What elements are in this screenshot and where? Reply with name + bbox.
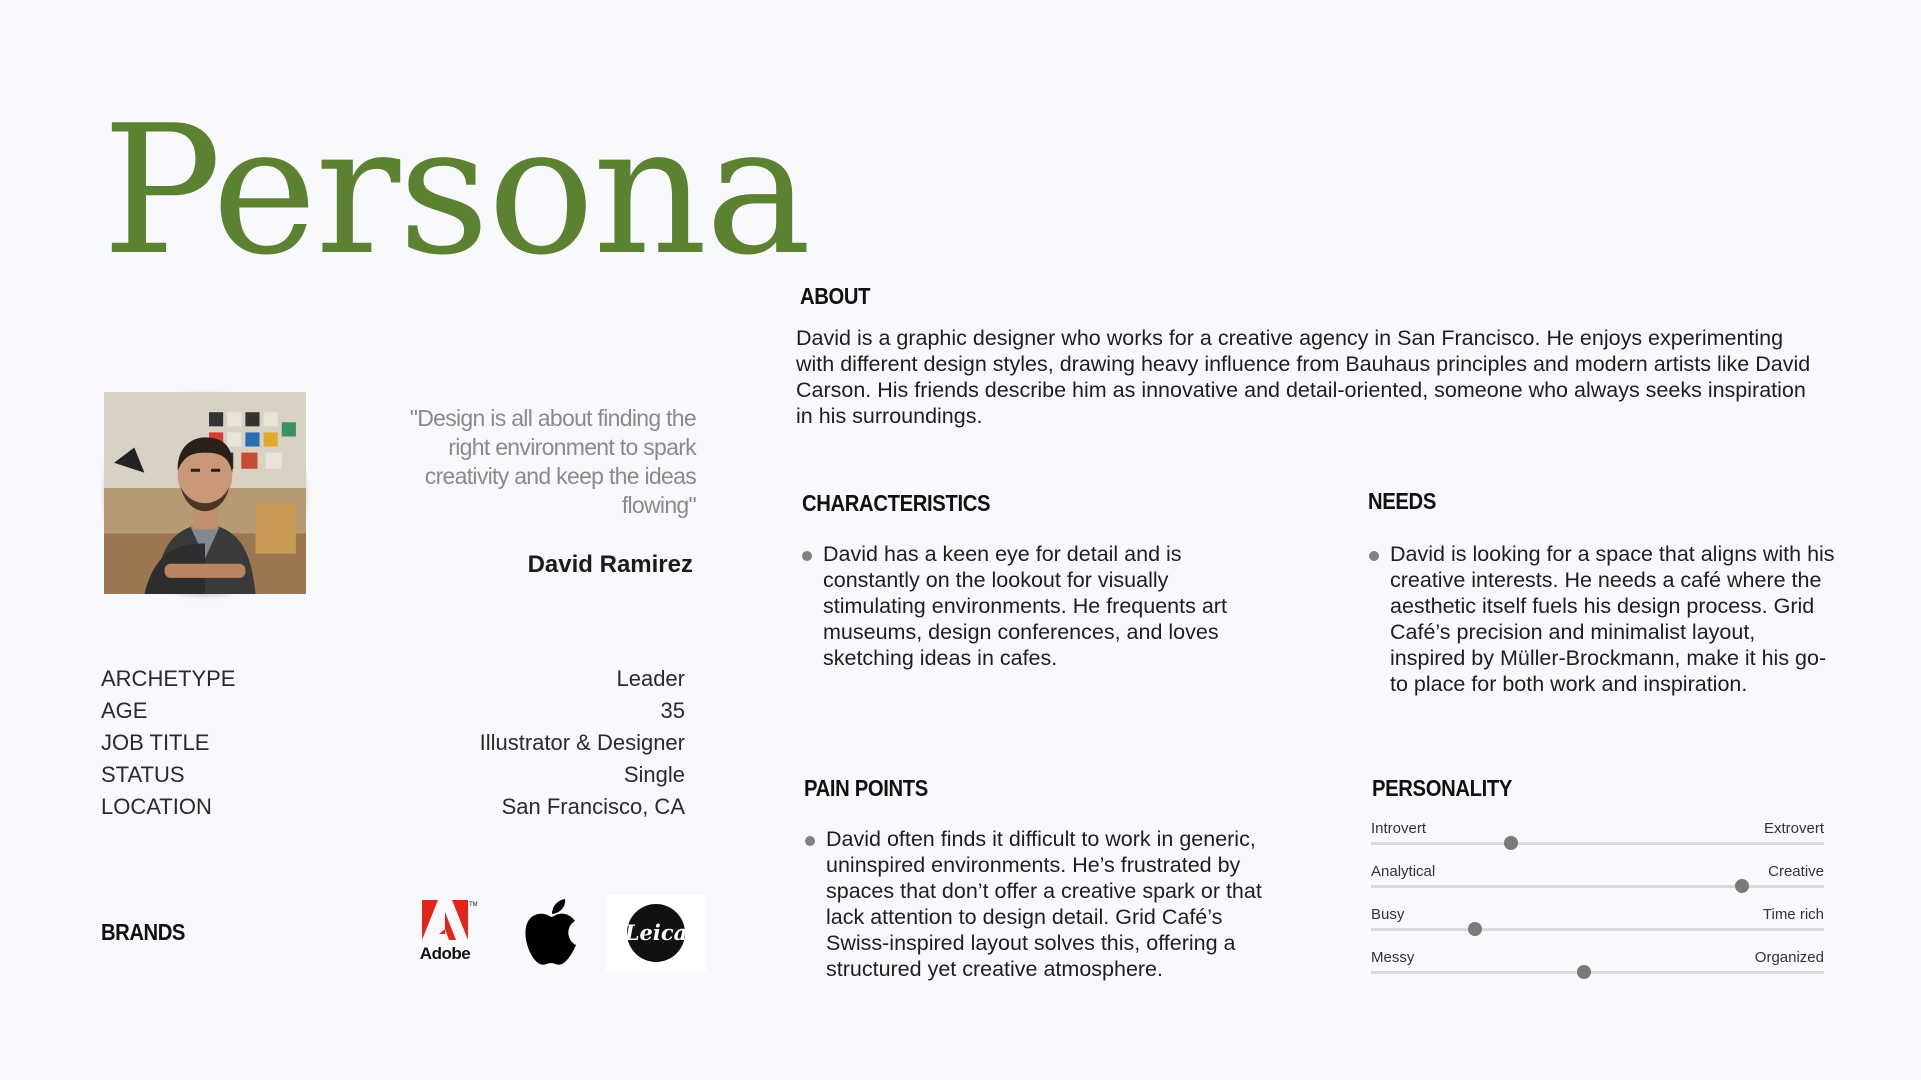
detail-value: 35 <box>660 698 685 723</box>
trait-left-label: Introvert <box>1371 820 1427 837</box>
trait-right-label: Creative <box>1768 863 1824 880</box>
adobe-logo-icon <box>414 898 476 966</box>
trait-slider <box>1371 906 1824 949</box>
pain-points-heading: PAIN POINTS <box>804 775 928 801</box>
svg-text:Leica: Leica <box>624 920 688 945</box>
trait-knob <box>1504 836 1518 850</box>
trait-slider <box>1371 949 1824 992</box>
personality-scales <box>1371 820 1824 992</box>
svg-text:TM: TM <box>469 902 478 908</box>
about-heading: ABOUT <box>800 283 871 309</box>
trait-slider <box>1371 863 1824 906</box>
detail-label: AGE <box>101 698 148 723</box>
personality-heading: PERSONALITY <box>1372 775 1513 801</box>
bullet-icon <box>802 551 812 561</box>
persona-details <box>101 666 685 826</box>
detail-row-status <box>101 762 685 794</box>
pain-points-text: David often finds it difficult to work in generic, uninspired environments. He’s frustrated by spaces that don’t offer a creative spark or that lack attention to design detail. Grid Café’s Swiss-inspired layout solves this, offering a structured yet creative atmosphere. <box>826 827 1262 981</box>
page-title: Persona <box>102 87 810 294</box>
trait-track <box>1371 971 1824 974</box>
detail-row-job-title <box>101 730 685 762</box>
detail-row-age <box>101 698 685 730</box>
trait-right-label: Organized <box>1754 949 1824 966</box>
characteristics-heading: CHARACTERISTICS <box>802 490 991 516</box>
about-text: David is a graphic designer who works for a creative agency in San Francisco. He enjoys experimenting with different design styles, drawing heavy influence from Bauhaus principles and modern artists like David Carson. His friends describe him as innovative and detail-oriented, someone who always seeks inspiration in his surroundings. <box>796 326 1811 428</box>
bullet-icon <box>805 836 815 846</box>
detail-label: STATUS <box>101 762 185 787</box>
detail-value: San Francisco, CA <box>501 794 685 819</box>
detail-value: Single <box>623 762 685 787</box>
trait-track <box>1371 885 1824 888</box>
trait-knob <box>1735 879 1749 893</box>
persona-photo <box>104 392 306 594</box>
persona-quote: "Design is all about finding the right environment to spark creativity and keep the ideas flowing" <box>409 405 696 518</box>
trait-left-label: Messy <box>1371 949 1415 966</box>
trait-slider <box>1371 820 1824 863</box>
detail-row-archetype <box>101 666 685 698</box>
list-item <box>826 826 1288 982</box>
needs-text: David is looking for a space that aligns with his creative interests. He needs a café where the aesthetic itself fuels his design process. Grid Café’s precision and minimalist layout, inspired by Müller-Brockmann, make it his go-to place for both work and inspiration. <box>1390 542 1835 696</box>
detail-row-location <box>101 794 685 826</box>
trait-knob <box>1468 922 1482 936</box>
trait-left-label: Busy <box>1371 906 1405 923</box>
list-item <box>1390 541 1835 697</box>
adobe-wordmark: Adobe <box>419 944 471 963</box>
persona-name: David Ramirez <box>527 551 693 578</box>
leica-logo-icon <box>606 895 706 971</box>
detail-label: JOB TITLE <box>101 730 210 755</box>
characteristics-text: David has a keen eye for detail and is constantly on the lookout for visually stimulating environments. He frequents art museums, design conferences, and loves sketching ideas in cafes. <box>823 542 1227 670</box>
trait-track <box>1371 842 1824 845</box>
trait-track <box>1371 928 1824 931</box>
trait-right-label: Extrovert <box>1763 820 1824 837</box>
detail-value: Leader <box>616 666 685 691</box>
detail-value: Illustrator & Designer <box>479 730 685 755</box>
needs-heading: NEEDS <box>1368 488 1436 514</box>
apple-mark <box>520 897 582 969</box>
trait-right-label: Time rich <box>1762 906 1824 923</box>
trait-left-label: Analytical <box>1371 863 1436 880</box>
leica-mark <box>606 895 706 971</box>
detail-label: ARCHETYPE <box>101 666 236 691</box>
adobe-mark <box>414 898 476 944</box>
brands-heading: BRANDS <box>101 919 185 945</box>
persona-avatar <box>104 392 306 594</box>
bullet-icon <box>1369 551 1379 561</box>
trait-knob <box>1577 965 1591 979</box>
detail-label: LOCATION <box>101 794 212 819</box>
list-item <box>823 541 1263 671</box>
apple-logo-icon <box>520 897 582 969</box>
